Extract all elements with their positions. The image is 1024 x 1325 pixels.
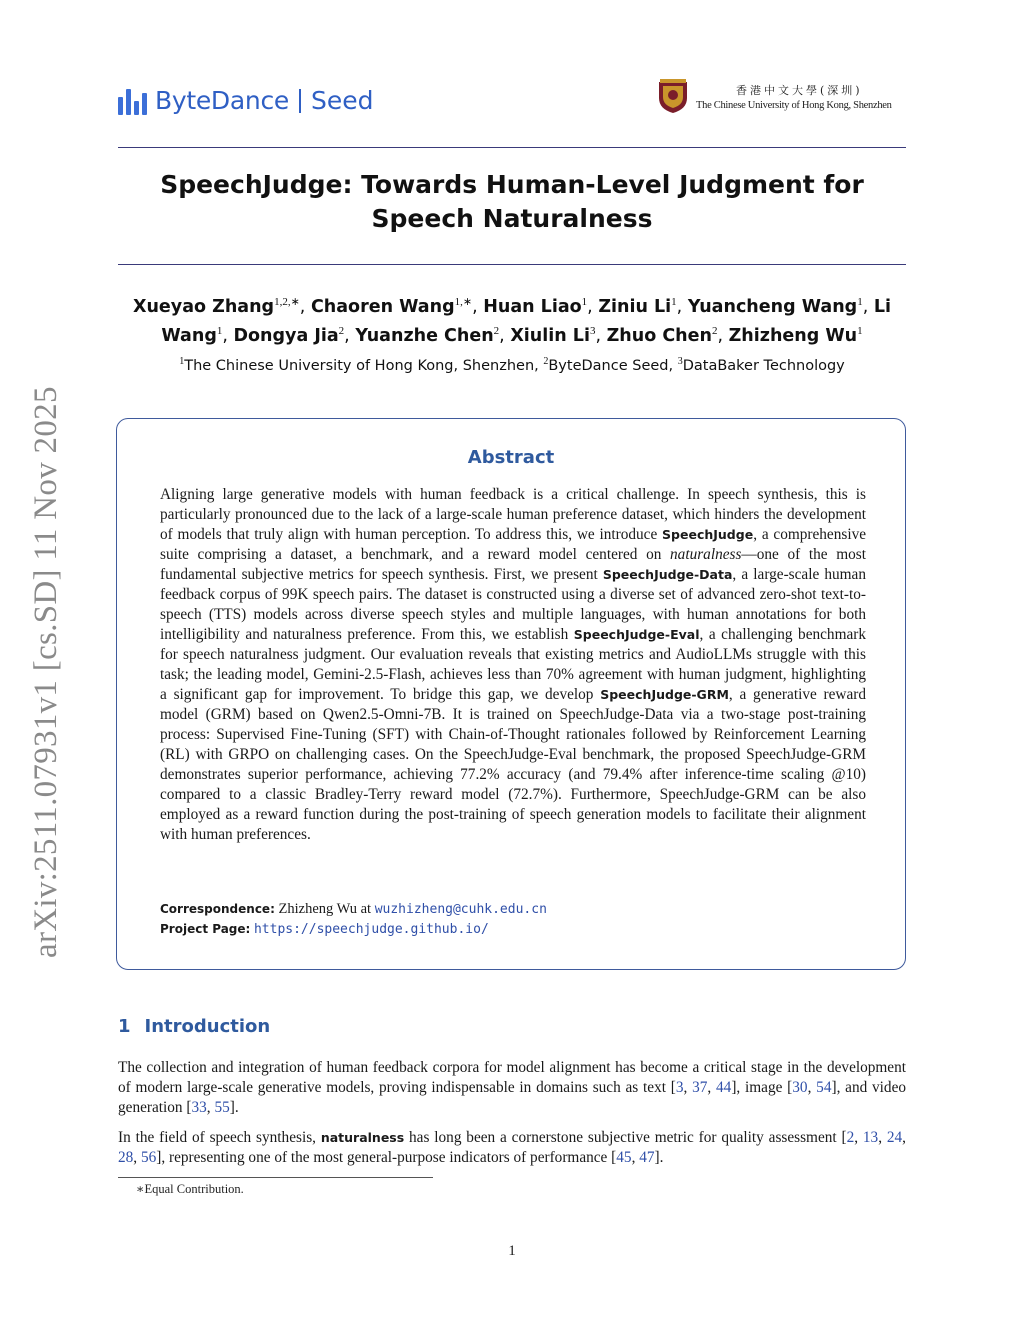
- keyword: SpeechJudge-GRM: [600, 687, 729, 702]
- correspondence: [160, 901, 547, 918]
- paper-title: [118, 168, 906, 236]
- author-sup: 1: [857, 296, 863, 308]
- abstract-body: Aligning large generative models with human feedback is a critical challenge. In speech synthesis, this is particularly pronounced due to the lack of a large-scale human preference dataset, which hinders the development of models that truly align with human perception. To address this, we introduce SpeechJudge, a comprehensive suite comprising a dataset, a benchmark, and a reward model centered on naturalness—one of the most fundamental subjective metrics for speech synthesis. First, we present SpeechJudge-Data, a large-scale human feedback corpus of 99K speech pairs. The dataset is constructed using a diverse set of advanced zero-shot text-to-speech (TTS) models across diverse speech styles and multiple languages, with human annotations for both intelligibility and naturalness preference. From this, we establish SpeechJudge-Eval, a challenging benchmark for speech naturalness judgment. Our evaluation reveals that existing metrics and AudioLLMs struggle with this task; the leading model, Gemini-2.5-Flash, achieves less than 70% agreement with human judgment, highlighting a significant gap for improvement. To bridge this gap, we develop SpeechJudge-GRM, a generative reward model (GRM) based on Qwen2.5-Omni-7B. It is trained on SpeechJudge-Data via a two-stage post-training process: Supervised Fine-Tuning (SFT) with Chain-of-Thought rationales followed by Reinforcement Learning (RL) with GRPO on challenging cases. On the SpeechJudge-Eval benchmark, the proposed SpeechJudge-GRM demonstrates superior performance, achieving 77.2% accuracy (and 79.4% after inference-time scaling @10) compared to a classic Bradley-Terry reward model (72.7%). Furthermore, SpeechJudge-GRM can be also employed as a reward function during the post-training of speech generation models to facilitate their alignment with human preferences.: [160, 486, 867, 843]
- correspondence-email-link[interactable]: wuzhizheng@cuhk.edu.cn: [374, 902, 547, 917]
- author-sup: 1,2,∗: [274, 296, 300, 308]
- citation-link[interactable]: 33: [191, 1099, 207, 1116]
- author: Ziniu Li: [598, 296, 672, 317]
- author-sup: 3: [589, 324, 596, 337]
- author-sup: 1,∗: [454, 296, 473, 308]
- author: Xiulin Li: [510, 325, 590, 346]
- author: Chaoren Wang: [310, 296, 455, 317]
- citation-link[interactable]: 44: [716, 1079, 732, 1096]
- citation-link[interactable]: 45: [616, 1149, 632, 1166]
- citation-link[interactable]: 56: [140, 1149, 157, 1166]
- emphasis: naturalness: [670, 546, 742, 563]
- keyword: SpeechJudge: [662, 527, 754, 542]
- cuhk-english-name: The Chinese University of Hong Kong, Shenzhen: [696, 99, 892, 111]
- section-heading-introduction: [118, 1016, 270, 1037]
- author: Yuanzhe Chen: [355, 325, 494, 346]
- bytedance-seed-logo: [118, 86, 373, 115]
- title-line-2: Speech Naturalness: [371, 204, 653, 233]
- citation-link[interactable]: 24: [886, 1129, 903, 1146]
- project-page-link[interactable]: https://speechjudge.github.io/: [253, 922, 489, 937]
- author-sup: 2: [338, 324, 345, 337]
- keyword: naturalness: [320, 1130, 405, 1145]
- affiliation: The Chinese University of Hong Kong, Shenzhen: [184, 357, 535, 374]
- logo-separator: [299, 89, 301, 113]
- section-number: 1: [118, 1016, 131, 1037]
- project-page: [160, 921, 489, 938]
- project-page-label: Project Page:: [160, 922, 251, 936]
- section-title: Introduction: [144, 1016, 271, 1037]
- cuhk-seal-icon: [656, 78, 690, 114]
- correspondence-name: Zhizheng Wu at: [278, 901, 372, 917]
- intro-paragraph-2: In the field of speech synthesis, naturalness has long been a cornerstone subjective metric for quality assessment [2, 13, 24, 28, 56], representing one of the most general-purpose indicators of performance [45, 47].: [118, 1129, 906, 1166]
- author: Zhizheng Wu: [728, 325, 858, 346]
- author-sup: 2: [493, 324, 500, 337]
- author-sup: 2: [711, 324, 718, 337]
- author: Xueyao Zhang: [132, 296, 275, 317]
- intro-paragraph-1: The collection and integration of human feedback corpora for model alignment has become a critical stage in the development of modern large-scale generative models, proving indispensable in domains such as text [3, 37, 44], image [30, 54], and video generation [33, 55].: [118, 1059, 907, 1116]
- author: Li Wang: [161, 296, 891, 346]
- author-list: Xueyao Zhang$^{1,2,∗}$, Chaoren Wang$^{1,∗}$, Huan Liao$^1$, Ziniu Li$^1$, Yuancheng Wang$^1$, Li Wang$^1$, Dongya Jia$^2$, Yuanzhe Chen$^2$, Xiulin Li$^3$, Zhuo Chen$^2$, Zhizheng Wu$^1$: [132, 296, 891, 346]
- correspondence-label: Correspondence:: [160, 902, 275, 916]
- affil-sup: 1: [179, 356, 185, 367]
- cuhk-chinese-name: 香港中文大學(深圳): [736, 83, 863, 97]
- header-rule-bottom: [118, 264, 906, 265]
- author: Huan Liao: [483, 296, 582, 317]
- keyword: SpeechJudge-Data: [602, 567, 733, 582]
- citation-link[interactable]: 13: [862, 1129, 879, 1146]
- footnote-rule: [118, 1177, 433, 1178]
- author-sup: 1: [581, 296, 588, 308]
- abstract-heading: Abstract: [467, 447, 555, 468]
- author: Dongya Jia: [233, 325, 339, 346]
- citation-link[interactable]: 54: [816, 1079, 832, 1096]
- author-sup: 1: [857, 324, 863, 337]
- arxiv-stamp: arXiv:2511.07931v1 [cs.SD] 11 Nov 2025: [28, 386, 64, 958]
- bytedance-wordmark: ByteDance: [155, 86, 289, 115]
- author: Zhuo Chen: [606, 325, 712, 346]
- citation-link[interactable]: 47: [639, 1149, 655, 1166]
- citation-link[interactable]: 28: [118, 1149, 134, 1166]
- title-line-1: SpeechJudge: Towards Human-Level Judgment for: [160, 170, 864, 199]
- citation-link[interactable]: 2: [846, 1129, 855, 1146]
- author-sup: 1: [216, 324, 223, 337]
- affiliation: DataBaker Technology: [682, 357, 845, 374]
- header-rule-top: [118, 147, 906, 148]
- citation-link[interactable]: 55: [214, 1099, 230, 1116]
- citation-link[interactable]: 3: [675, 1079, 684, 1096]
- keyword: SpeechJudge-Eval: [573, 627, 700, 642]
- seed-wordmark: Seed: [310, 86, 374, 115]
- citation-link[interactable]: 37: [692, 1079, 708, 1096]
- affiliations: $^1$The Chinese University of Hong Kong, Shenzhen, $^2$ByteDance Seed, $^3$DataBaker Technology: [179, 356, 845, 374]
- bytedance-bars-icon: [118, 87, 147, 115]
- affil-sup: 2: [543, 356, 549, 367]
- footnote: ∗Equal Contribution.: [136, 1182, 244, 1196]
- author-sup: 1: [671, 296, 677, 308]
- cuhk-logo: [656, 78, 892, 114]
- author: Yuancheng Wang: [687, 296, 858, 317]
- citation-link[interactable]: 30: [792, 1079, 808, 1096]
- affil-sup: 3: [677, 356, 683, 367]
- affiliation: ByteDance Seed: [548, 357, 669, 374]
- page-number: 1: [508, 1243, 516, 1259]
